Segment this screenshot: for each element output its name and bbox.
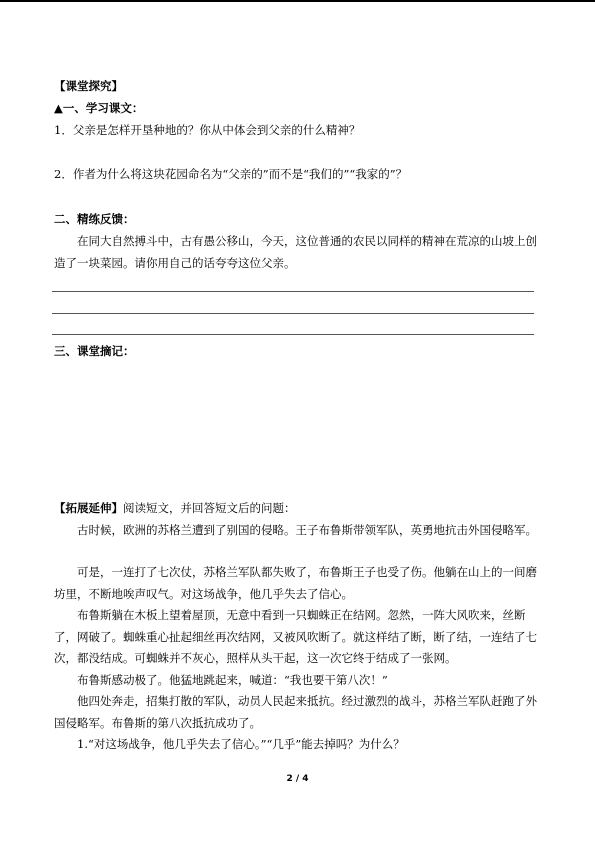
extension-question-1: 1.“对这场战争，他几乎失去了信心。”“几乎”能去掉吗？为什么？ [77,737,405,751]
section-2-title: 二、精练反馈： [54,212,135,226]
section-3-title: 三、课堂摘记： [54,344,135,358]
extension-intro [54,498,544,519]
answer-line-2 [52,313,534,314]
passage-paragraph-4: 布鲁斯感动极了。他猛地跳起来，喊道：“我也要干第八次！” [77,673,388,687]
passage-paragraph-2: 可是，一连打了七次仗，苏格兰军队都失败了，布鲁斯王子也受了伤。他躺在山上的一间磨坊里，不断地唉声叹气。对这场战争，他几乎失去了信心。 [54,565,537,601]
page-top-border [0,0,595,2]
extension-heading: 【拓展延伸】 [54,501,123,515]
answer-line-1 [52,291,534,292]
question-2: 2．作者为什么将这块花园命名为“父亲的”而不是“我们的”“我家的”？ [54,167,408,181]
classroom-explore-heading: 【课堂探究】 [54,79,123,93]
passage-paragraph-1: 古时候，欧洲的苏格兰遭到了别国的侵略。王子布鲁斯带领军队，英勇地抗击外国侵略军。 [77,523,537,537]
extension-instruction: 阅读短文，并回答短文后的问题： [123,501,296,515]
answer-line-3 [52,334,534,335]
passage-paragraph-3: 布鲁斯躺在木板上望着屋顶，无意中看到一只蜘蛛正在结网。忽然，一阵大风吹来，丝断了，网破了。蜘蛛重心扯起细丝再次结网，又被风吹断了。就这样结了断，断了结，一连结了七次，都没结成。可蜘蛛并不灰心，照样从头干起，这一次它终于结成了一张网。 [54,608,537,665]
section-1-title: ▲一、学习课文： [54,101,144,115]
section-2-body: 在同大自然搏斗中，古有愚公移山，今天，这位普通的农民以同样的精神在荒凉的山坡上创造了一块菜园。请你用自己的话夸夸这位父亲。 [54,234,537,270]
question-1: 1．父亲是怎样开垦种地的？你从中体会到父亲的什么精神？ [54,123,361,137]
page-number: 2 / 4 [286,774,309,784]
passage-paragraph-5: 他四处奔走，招集打散的军队，动员人民起来抵抗。经过激烈的战斗，苏格兰军队赶跑了外国侵略军。布鲁斯的第八次抵抗成功了。 [54,694,537,730]
